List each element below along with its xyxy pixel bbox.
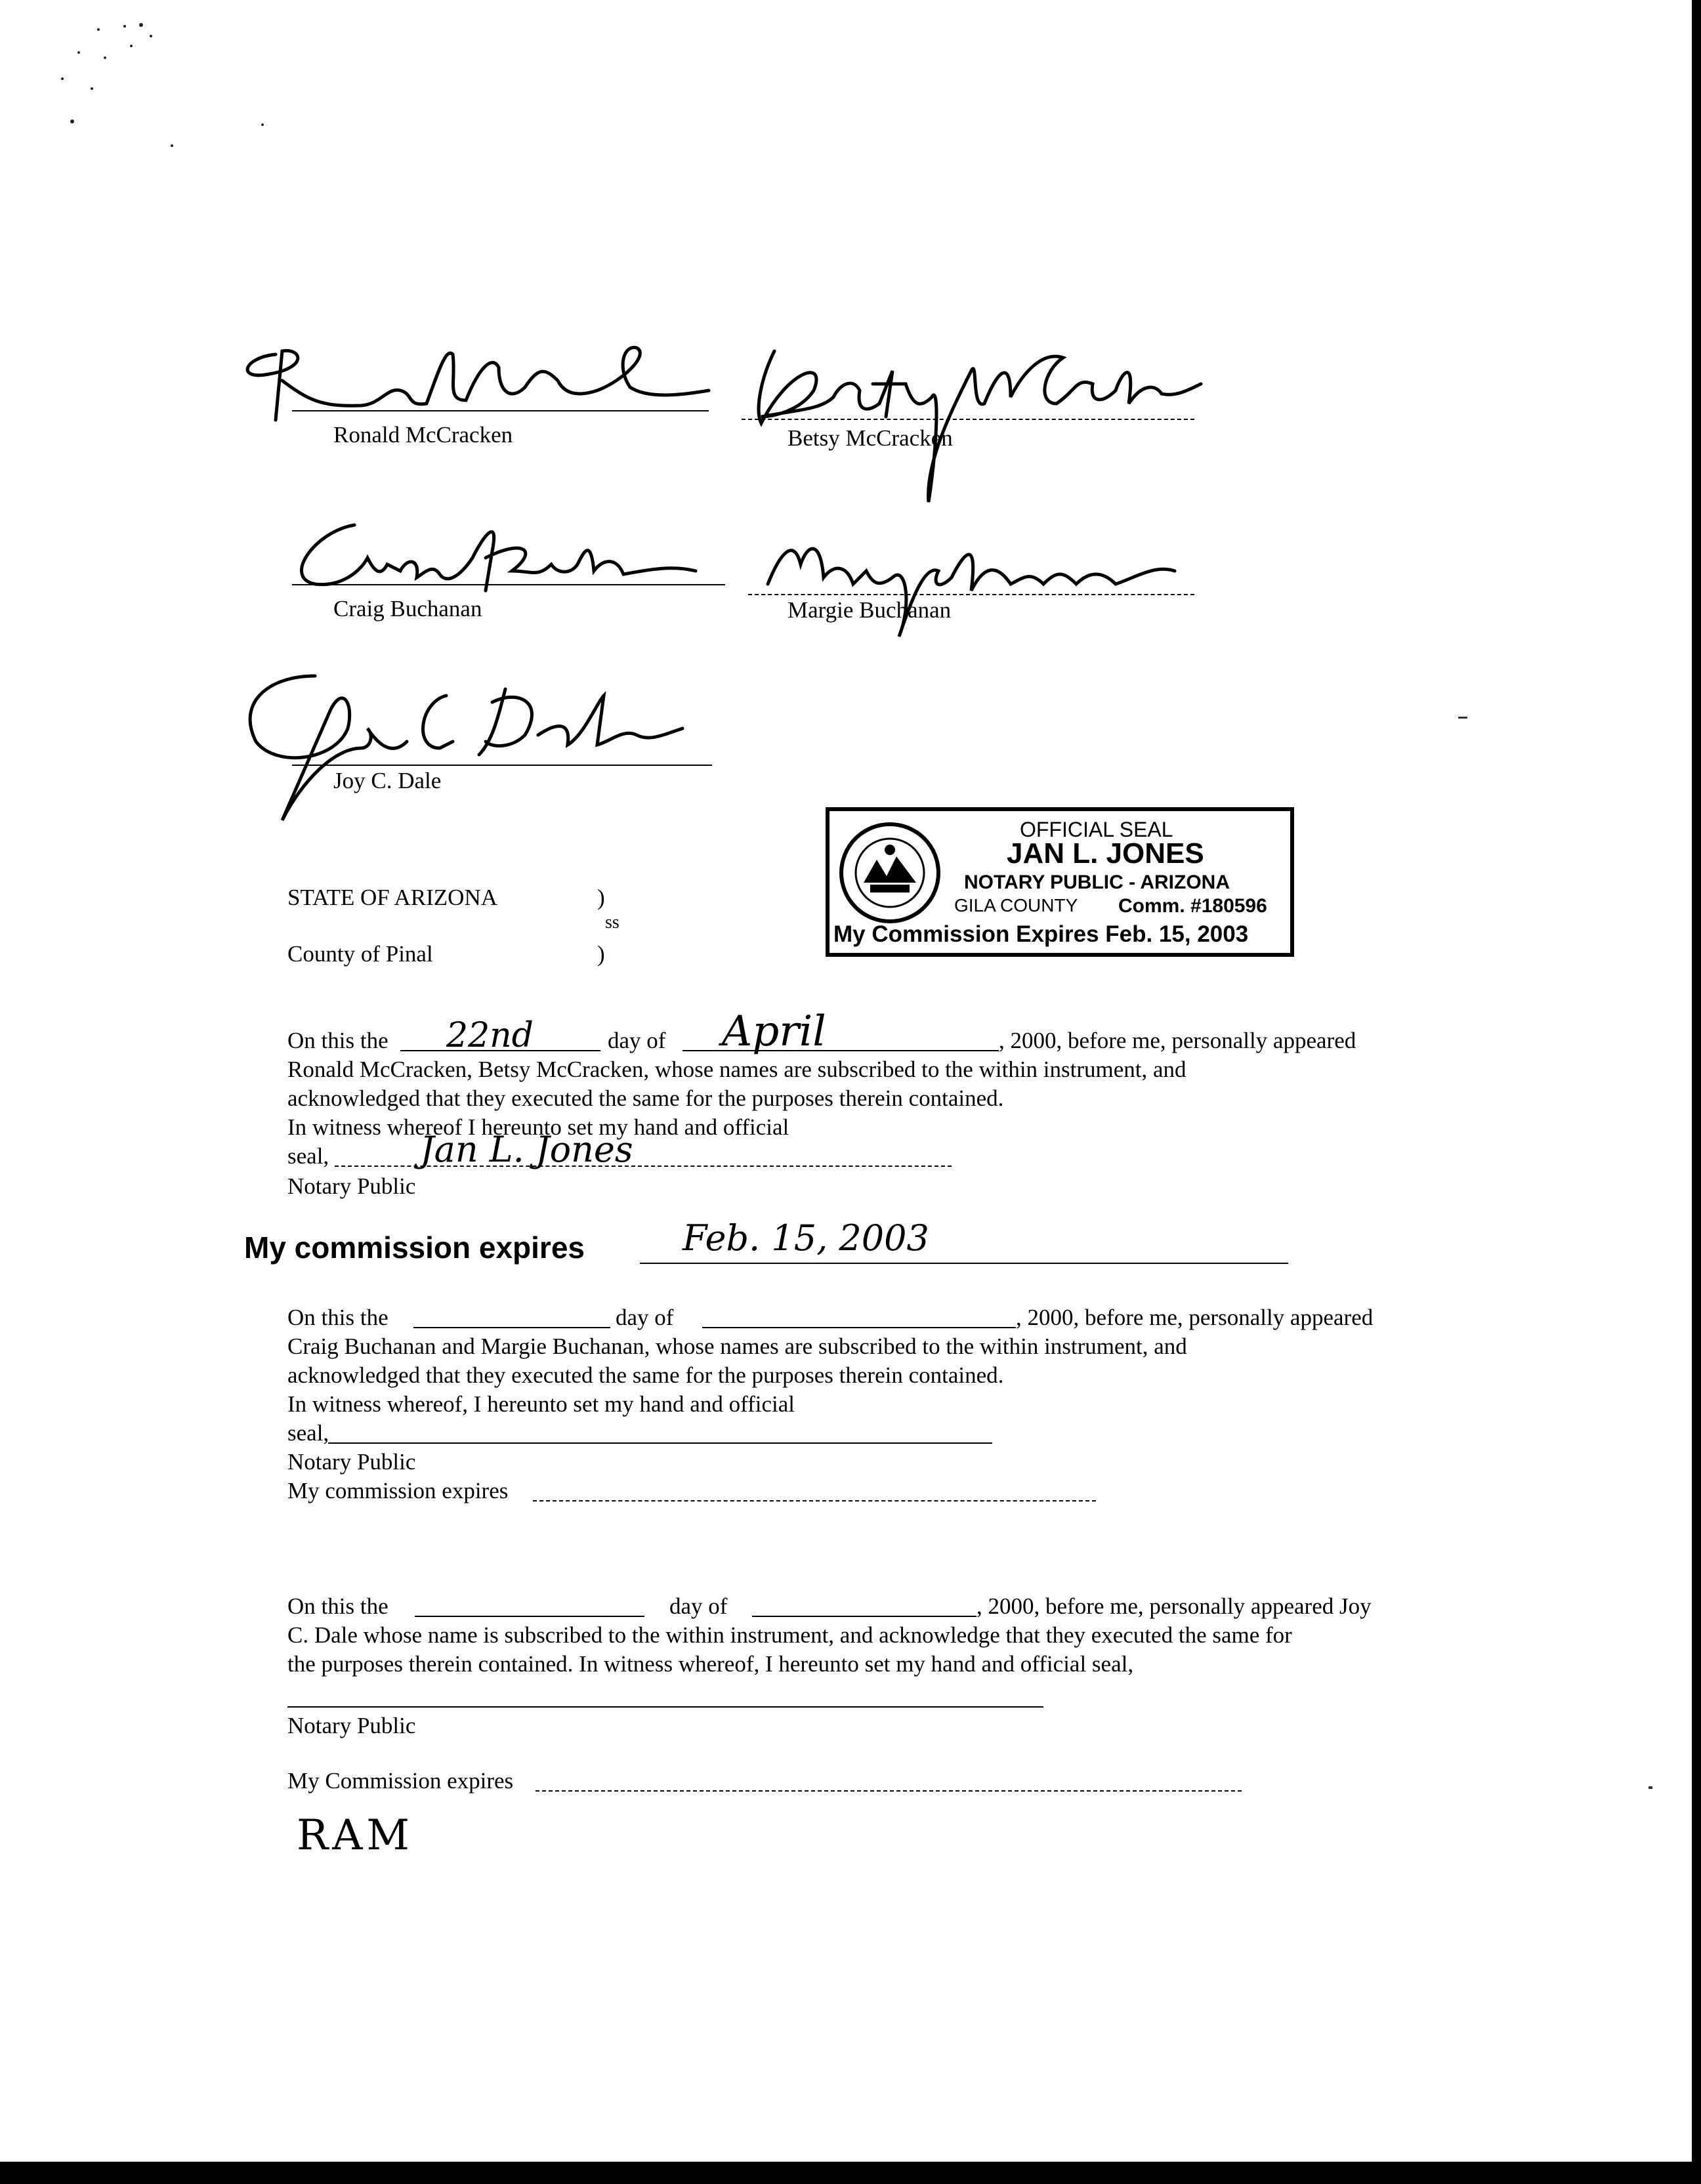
ack3-commission-label: My Commission expires bbox=[287, 1768, 514, 1794]
ack3-on-this: On this the bbox=[287, 1593, 388, 1619]
ack2-line3: acknowledged that they executed the same for the purposes therein contained. bbox=[287, 1362, 1004, 1388]
ack2-line4: In witness whereof, I hereunto set my hand and official bbox=[287, 1391, 795, 1417]
ack2-day-of: day of bbox=[616, 1305, 674, 1330]
seal-notary-name: JAN L. JONES bbox=[1007, 837, 1204, 870]
ack2-notary-label: Notary Public bbox=[287, 1449, 416, 1475]
ack1-notary-signature: Jan L. Jones bbox=[420, 1129, 633, 1170]
printed-name-craig: Craig Buchanan bbox=[333, 596, 482, 621]
ack2-seal-label: seal, bbox=[287, 1420, 329, 1446]
ack1-month-value: April bbox=[722, 1007, 826, 1056]
ack1-on-this: On this the bbox=[287, 1028, 388, 1053]
ack2-month-line bbox=[702, 1327, 1016, 1328]
ack3-notary-label: Notary Public bbox=[287, 1713, 416, 1738]
venue-state: STATE OF ARIZONA bbox=[287, 885, 497, 910]
ack2-line1-rest: , 2000, before me, personally appeared bbox=[1016, 1305, 1374, 1330]
ack1-line3: acknowledged that they executed the same for the purposes therein contained. bbox=[287, 1085, 1004, 1111]
printed-name-joy: Joy C. Dale bbox=[333, 768, 442, 793]
ack1-line4: In witness whereof I hereunto set my hand and official bbox=[287, 1114, 789, 1140]
ack1-notary-label: Notary Public bbox=[287, 1173, 416, 1199]
ack1-day-of: day of bbox=[608, 1028, 666, 1053]
ack1-commission-line bbox=[640, 1263, 1288, 1264]
ack3-month-line bbox=[752, 1616, 976, 1617]
signature-ronald-mccracken bbox=[230, 328, 728, 427]
ack2-day-line bbox=[413, 1327, 610, 1328]
printed-name-margie: Margie Buchanan bbox=[788, 597, 952, 623]
arizona-state-seal-icon bbox=[837, 820, 942, 925]
ack1-line1-rest: , 2000, before me, personally appeared bbox=[999, 1028, 1356, 1053]
ack3-day-line bbox=[415, 1616, 644, 1617]
ack2-on-this: On this the bbox=[287, 1305, 388, 1330]
venue-bracket-bottom: ) bbox=[597, 941, 605, 967]
ack3-line1-rest: , 2000, before me, personally appeared Joy bbox=[976, 1593, 1372, 1619]
ack2-commission-line bbox=[533, 1500, 1096, 1502]
ack3-notary-signature-line bbox=[287, 1706, 1043, 1708]
ack1-line2: Ronald McCracken, Betsy McCracken, whose names are subscribed to the within instrument, and bbox=[287, 1057, 1186, 1082]
signature-craig-buchanan bbox=[276, 512, 735, 604]
printed-name-betsy: Betsy McCracken bbox=[788, 425, 953, 451]
venue-ss: ss bbox=[605, 912, 620, 933]
ack3-line2: C. Dale whose name is subscribed to the within instrument, and acknowledge that they executed the same for bbox=[287, 1622, 1292, 1648]
ack1-commission-value: Feb. 15, 2003 bbox=[682, 1217, 929, 1259]
seal-county: GILA COUNTY bbox=[954, 895, 1078, 915]
ack3-commission-line bbox=[536, 1790, 1242, 1792]
speck-right-2 bbox=[1648, 1786, 1652, 1789]
ack3-line3: the purposes therein contained. In witness whereof, I hereunto set my hand and official seal, bbox=[287, 1651, 1134, 1677]
ack3-day-of: day of bbox=[669, 1593, 728, 1619]
signature-joy-c-dale bbox=[230, 663, 689, 827]
seal-role: NOTARY PUBLIC - ARIZONA bbox=[964, 872, 1230, 893]
seal-title: OFFICIAL SEAL bbox=[1020, 818, 1173, 841]
signature-margie-buchanan bbox=[755, 525, 1188, 643]
speck-right-1 bbox=[1458, 717, 1467, 719]
handwritten-initials: RAM bbox=[297, 1811, 413, 1860]
ack1-commission-label: My commission expires bbox=[244, 1230, 585, 1265]
scan-border-right bbox=[1692, 0, 1701, 2184]
signature-betsy-mccracken bbox=[735, 331, 1208, 509]
scan-specks bbox=[0, 0, 328, 171]
official-seal-stamp bbox=[826, 807, 1294, 957]
venue-bracket-top: ) bbox=[597, 885, 605, 910]
ack2-commission-label: My commission expires bbox=[287, 1478, 509, 1503]
printed-name-ronald: Ronald McCracken bbox=[333, 422, 513, 448]
ack1-seal-label: seal, bbox=[287, 1143, 329, 1169]
seal-commission-number: Comm. #180596 bbox=[1118, 895, 1267, 917]
ack1-day-value: 22nd bbox=[446, 1016, 534, 1055]
ack2-notary-signature-line bbox=[328, 1442, 992, 1444]
scan-border-bottom bbox=[0, 2162, 1701, 2184]
seal-expiration: My Commission Expires Feb. 15, 2003 bbox=[833, 921, 1249, 947]
venue-county: County of Pinal bbox=[287, 941, 433, 967]
ack2-line2: Craig Buchanan and Margie Buchanan, whose names are subscribed to the within instrument, and bbox=[287, 1334, 1187, 1359]
